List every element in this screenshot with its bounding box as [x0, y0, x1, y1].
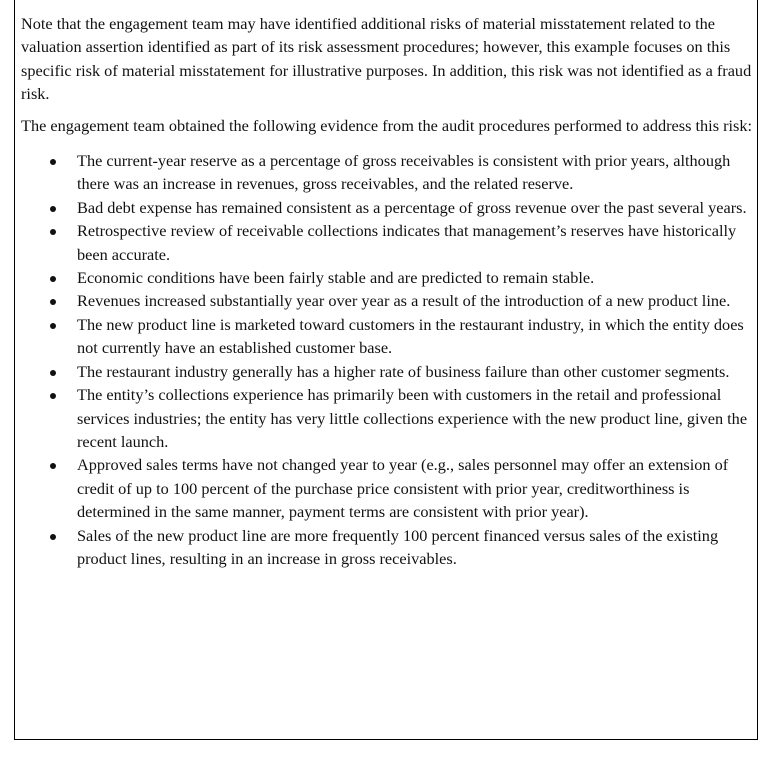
bullet-icon [50, 323, 56, 329]
bullet-icon [50, 393, 56, 399]
list-item-text: The new product line is marketed toward customers in the restaurant industry, in which the entity does not currently have an established customer base. [77, 314, 744, 358]
list-item-text: The restaurant industry generally has a higher rate of business failure than other customer segments. [77, 361, 730, 381]
list-item [21, 266, 756, 289]
bullet-icon [50, 534, 56, 540]
list-item [21, 360, 756, 383]
list-item-text: Revenues increased substantially year over year as a result of the introduction of a new product line. [77, 291, 731, 311]
bullet-icon [50, 206, 56, 212]
bullet-icon [50, 159, 56, 165]
list-item [21, 149, 756, 196]
list-item-text: Sales of the new product line are more frequently 100 percent financed versus sales of the existing product lines, resulting in an increase in gross receivables. [77, 525, 719, 568]
bullet-icon [50, 370, 56, 376]
list-item-text: The current-year reserve as a percentage of gross receivables is consistent with prior years, although there was an increase in revenues, gross receivables, and the related reserve. [77, 151, 731, 194]
list-item-text: Bad debt expense has remained consistent as a percentage of gross revenue over the past several years. [77, 197, 747, 217]
list-item [21, 453, 756, 523]
bullet-icon [50, 276, 56, 282]
list-item [21, 219, 756, 266]
list-item [21, 289, 756, 312]
bullet-icon [50, 463, 56, 469]
list-item [21, 383, 756, 453]
list-item-text: Retrospective review of receivable collections indicates that management’s reserves have historically been accurate. [77, 221, 737, 264]
bullet-icon [50, 299, 56, 305]
intro-paragraph: Note that the engagement team may have identified additional risks of material misstatement related to the valuation assertion identified as part of its risk assessment procedures; however, this example focuses on this specific risk of material misstatement for illustrative purposes. In addition, this risk was not identified as a fraud risk. [21, 14, 752, 104]
evidence-list [21, 149, 756, 570]
bullet-icon [50, 229, 56, 235]
list-item [21, 313, 756, 360]
list-item [21, 524, 756, 571]
list-item-text: The entity’s collections experience has primarily been with customers in the retail and professional services industries; the entity has very little collections experience with the new product line, given the recent launch. [77, 385, 748, 451]
evidence-intro-paragraph: The engagement team obtained the following evidence from the audit procedures performed to address this risk: [21, 115, 753, 135]
document-body [21, 12, 756, 570]
list-item-text: Economic conditions have been fairly stable and are predicted to remain stable. [77, 268, 595, 288]
list-item [21, 196, 756, 219]
list-item-text: Approved sales terms have not changed year to year (e.g., sales personnel may offer an extension of credit of up to 100 percent of the purchase price consistent with prior year, creditworthiness is determined in the same manner, payment terms are consistent with prior year). [77, 455, 729, 522]
